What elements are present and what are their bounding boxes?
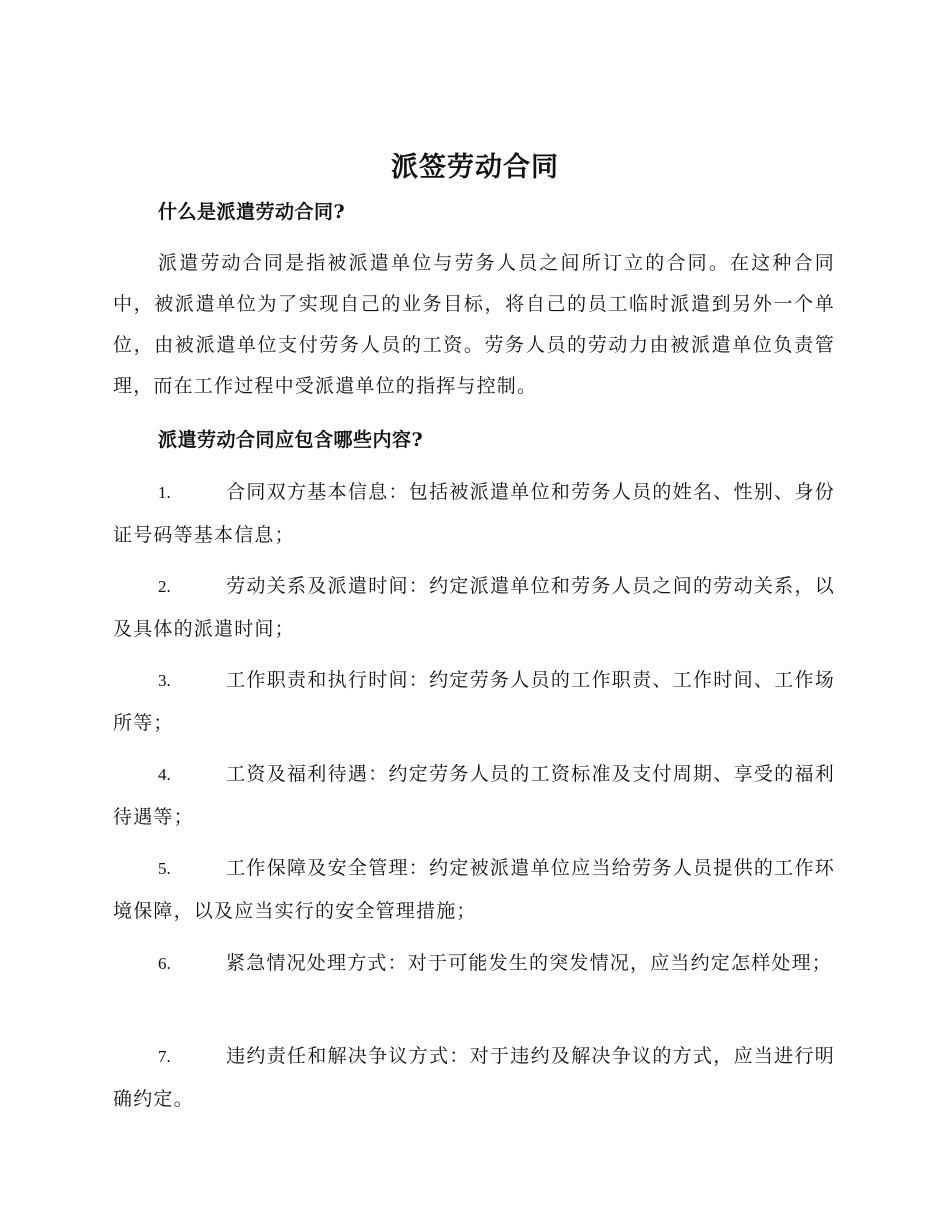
list-item-number: 5.: [158, 859, 171, 878]
document-title: 派签劳动合同: [391, 152, 559, 183]
list-item-number: 6.: [158, 954, 171, 973]
list-item: [113, 942, 835, 985]
list-item: [113, 1035, 835, 1120]
list-item-text: 紧急情况处理方式：对于可能发生的突发情况，应当约定怎样处理；: [226, 952, 833, 974]
list-item: [113, 659, 835, 744]
section-paragraph-definition: 派遣劳动合同是指被派遣单位与劳务人员之间所订立的合同。在这种合同中，被派遣单位为了实现自己的业务目标，将自己的员工临时派遣到另外一个单位，由被派遣单位支付劳务人员的工资。劳务人员的劳动力由被派遣单位负责管理，而在工作过程中受派遣单位的指挥与控制。: [113, 252, 835, 397]
list-item: [113, 471, 835, 556]
list-item-text: 工作职责和执行时间：约定劳务人员的工作职责、工作时间、工作场所等；: [113, 669, 835, 734]
list-item: [113, 565, 835, 650]
list-item-text: 工作保障及安全管理：约定被派遣单位应当给劳务人员提供的工作环境保障，以及应当实行的安全管理措施；: [113, 857, 835, 922]
list-item: [113, 847, 835, 932]
list-item-number: 7.: [158, 1047, 171, 1066]
list-item: [113, 753, 835, 838]
list-item-number: 4.: [158, 765, 171, 784]
list-item-text: 劳动关系及派遣时间：约定派遣单位和劳务人员之间的劳动关系，以及具体的派遣时间；: [113, 575, 835, 640]
list-item-number: 3.: [158, 671, 171, 690]
list-item-number: 1.: [158, 483, 171, 502]
list-item-text: 合同双方基本信息：包括被派遣单位和劳务人员的姓名、性别、身份证号码等基本信息；: [113, 481, 835, 546]
list-item-text: 违约责任和解决争议方式：对于违约及解决争议的方式，应当进行明确约定。: [113, 1045, 835, 1110]
list-item-text: 工资及福利待遇：约定劳务人员的工资标准及支付周期、享受的福利待遇等；: [113, 763, 835, 828]
section-heading-contents: 派遣劳动合同应包含哪些内容?: [158, 429, 424, 451]
section-heading-what-is: 什么是派遣劳动合同?: [158, 201, 346, 223]
list-item-number: 2.: [158, 577, 171, 596]
